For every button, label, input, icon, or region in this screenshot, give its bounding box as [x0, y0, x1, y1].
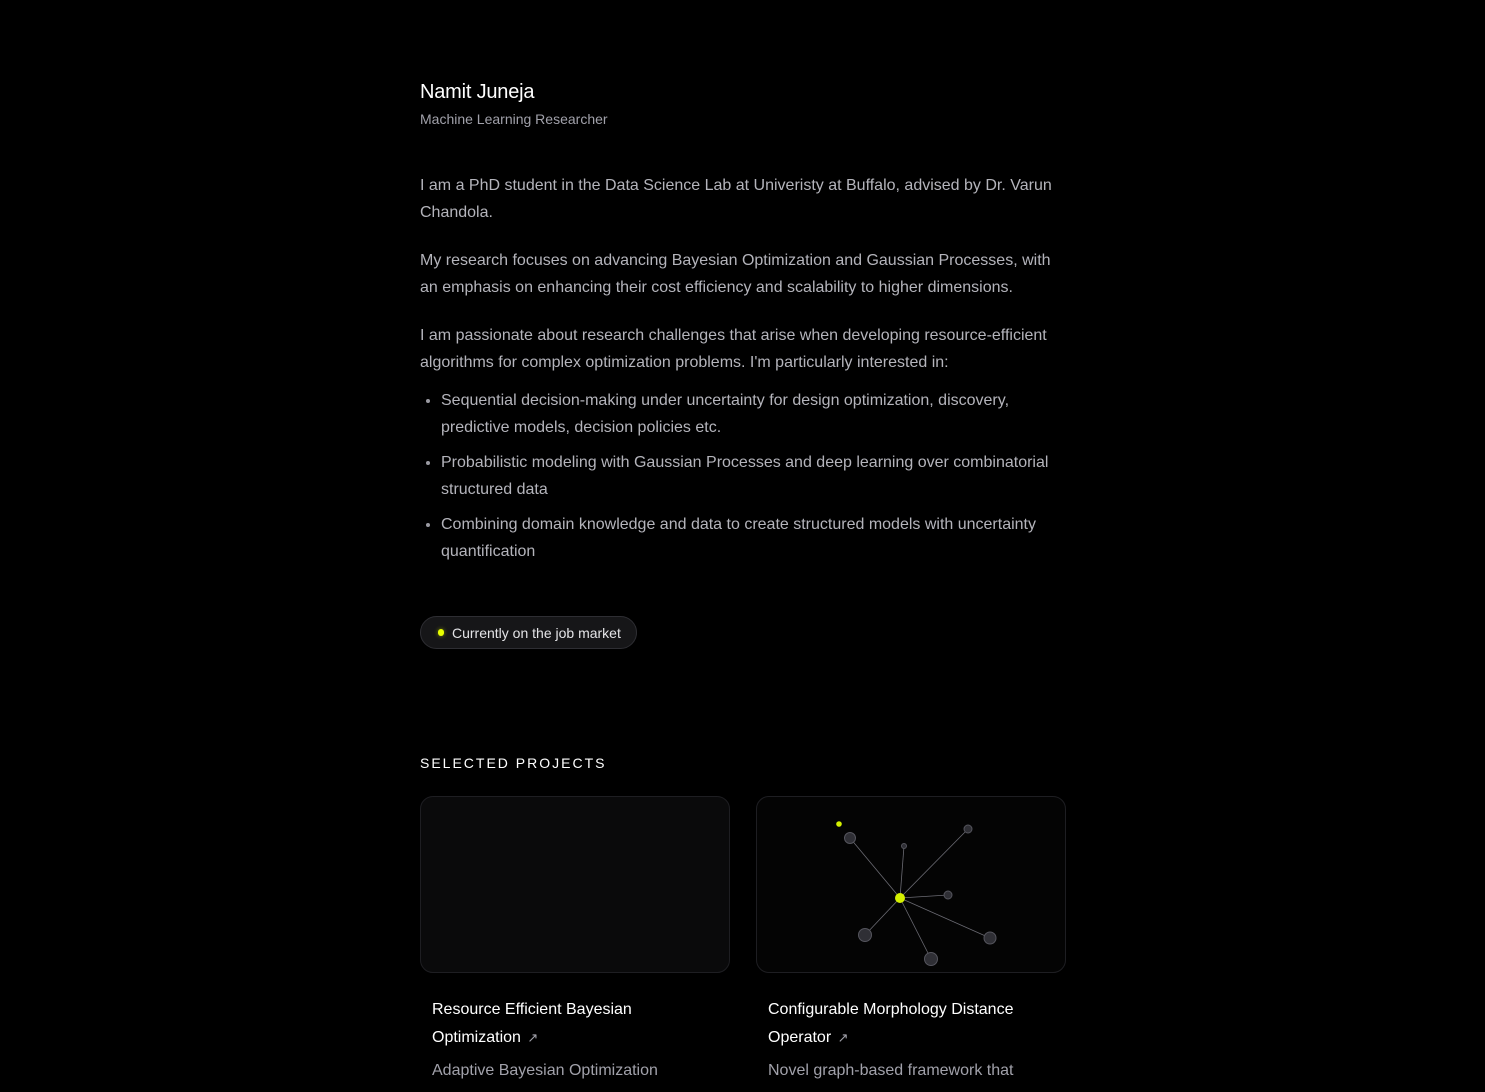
list-item: • Combining domain knowledge and data to create structured models with uncertainty quantification	[441, 511, 1065, 565]
graph-node	[902, 844, 907, 849]
job-market-badge	[420, 616, 637, 649]
graph-visualization	[757, 797, 1065, 972]
bio-paragraph: My research focuses on advancing Bayesian Optimization and Gaussian Processes, with an emphasis on enhancing their cost efficiency and scalability to higher dimensions.	[420, 252, 1051, 296]
graph-node	[845, 833, 856, 844]
project-title-link[interactable]	[420, 996, 730, 1052]
profile-role: Machine Learning Researcher	[420, 111, 608, 127]
graph-edge	[900, 898, 990, 938]
interests-list	[420, 387, 1065, 565]
badge-label: Currently on the job market	[452, 624, 621, 641]
list-item: • Sequential decision-making under uncertainty for design optimization, discovery, predictive models, decision policies etc.	[441, 387, 1065, 441]
graph-node	[984, 932, 996, 944]
graph-edge	[900, 898, 931, 959]
graph-edge	[850, 838, 900, 898]
profile-name: Namit Juneja	[420, 81, 535, 103]
project-title[interactable]: Configurable Morphology Distance Operator	[768, 1001, 1014, 1046]
external-link-icon: ↗	[837, 1030, 849, 1045]
project-thumbnail[interactable]	[420, 796, 730, 973]
project-card[interactable]	[420, 796, 730, 1085]
graph-edge	[900, 846, 904, 898]
project-title-link[interactable]	[756, 996, 1066, 1052]
bio-paragraph: I am a PhD student in the Data Science Lab at Univeristy at Buffalo, advised by Dr. Varun Chandola.	[420, 177, 1052, 221]
graph-node	[944, 891, 952, 899]
graph-edge	[865, 898, 900, 935]
list-item: • Probabilistic modeling with Gaussian Processes and deep learning over combinatorial structured data	[441, 449, 1065, 503]
project-description: Adaptive Bayesian Optimization	[432, 1062, 658, 1079]
graph-node	[964, 825, 972, 833]
bio-section	[420, 172, 1065, 573]
graph-node	[859, 929, 872, 942]
project-card[interactable]	[756, 796, 1066, 1085]
project-title[interactable]: Resource Efficient Bayesian Optimization	[432, 1001, 632, 1046]
graph-edge	[900, 829, 968, 898]
status-dot-icon	[438, 629, 444, 636]
section-title: SELECTED PROJECTS	[420, 755, 607, 771]
graph-center-node	[895, 893, 905, 903]
graph-accent-node	[836, 821, 842, 827]
external-link-icon: ↗	[527, 1030, 539, 1045]
graph-node	[925, 953, 938, 966]
graph-edge	[900, 895, 948, 898]
bio-paragraph: I am passionate about research challenges that arise when developing resource-efficient algorithms for complex optimization problems. I'm particularly interested in:	[420, 327, 1047, 371]
project-description: Novel graph-based framework that	[768, 1062, 1014, 1079]
project-thumbnail[interactable]	[756, 796, 1066, 973]
